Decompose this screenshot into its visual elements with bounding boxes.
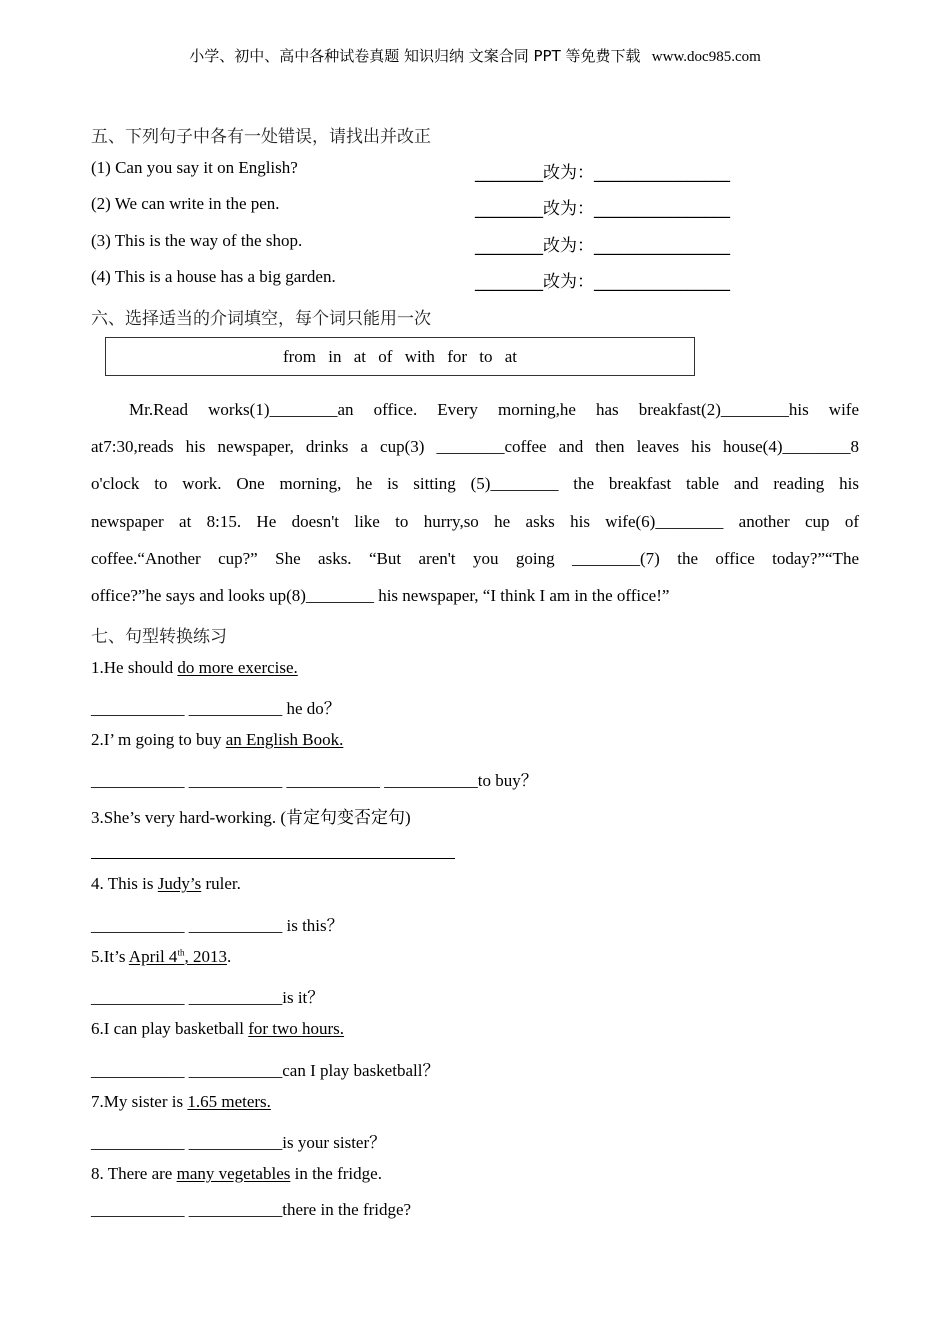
s5-answer-4[interactable]: ________改为：________________ bbox=[475, 272, 730, 292]
word-at-2: at bbox=[504, 347, 518, 366]
s5-question-4: (4) This is a house has a big garden. bbox=[91, 267, 336, 286]
word-in: in bbox=[328, 347, 342, 366]
s5-answer-2[interactable]: ________改为：________________ bbox=[475, 199, 730, 219]
s7-answer-7[interactable]: ___________ ___________is your sister？ bbox=[91, 1133, 387, 1152]
s7-answer-8[interactable]: ___________ ___________there in the fridge? bbox=[91, 1200, 412, 1219]
s7-answer-5[interactable]: ___________ ___________is it？ bbox=[91, 988, 325, 1007]
s5-question-1: (1) Can you say it on English? bbox=[91, 158, 298, 177]
word-to: to bbox=[479, 347, 493, 366]
passage-line-4: newspaper at 8:15. He doesn't like to hurry,so he asks his wife(6)________ another cup of bbox=[91, 512, 859, 531]
s7-question-1: 1.He should do more exercise. bbox=[91, 658, 298, 677]
s7-answer-6[interactable]: ___________ ___________can I play basketball？ bbox=[91, 1061, 440, 1080]
s5-question-2: (2) We can write in the pen. bbox=[91, 194, 280, 213]
s5-answer-3[interactable]: ________改为：________________ bbox=[475, 236, 730, 256]
word-box bbox=[105, 337, 695, 376]
passage-line-6: office?”he says and looks up(8)________ his newspaper, “I think I am in the office!” bbox=[91, 586, 670, 605]
s7-question-6: 6.I can play basketball for two hours. bbox=[91, 1019, 345, 1038]
passage-line-5: coffee.“Another cup?” She asks. “But aren't you going ________(7) the office today?”“The bbox=[91, 549, 859, 568]
s7-answer-2[interactable]: ___________ ___________ ___________ ___________to buy？ bbox=[91, 771, 538, 790]
word-of: of bbox=[378, 347, 393, 366]
s5-question-3: (3) This is the way of the shop. bbox=[91, 231, 303, 250]
section6-title: 六、选择适当的介词填空，每个词只能用一次 bbox=[91, 309, 431, 329]
passage-line-1: Mr.Read works(1)________an office. Every morning,he has breakfast(2)________his wife bbox=[129, 400, 859, 419]
word-for: for bbox=[447, 347, 468, 366]
header-url: www.doc985.com bbox=[651, 49, 761, 65]
s7-question-8: 8. There are many vegetables in the fridge. bbox=[91, 1164, 382, 1183]
s7-question-5: 5.It’s April 4th, 2013. bbox=[91, 947, 232, 966]
s7-question-4: 4. This is Judy’s ruler. bbox=[91, 874, 241, 893]
word-from: from bbox=[282, 347, 317, 366]
word-with: with bbox=[404, 347, 435, 366]
s7-answer-4[interactable]: ___________ ___________ is this？ bbox=[91, 916, 344, 935]
s7-question-3: 3.She’s very hard-working. (肯定句变否定句) bbox=[91, 808, 411, 827]
section7-title: 七、句型转换练习 bbox=[91, 627, 227, 647]
s5-answer-1[interactable]: ________改为：________________ bbox=[475, 163, 730, 183]
section5-title: 五、下列句子中各有一处错误，请找出并改正 bbox=[91, 127, 431, 147]
s7-question-2: 2.I’ m going to buy an English Book. bbox=[91, 730, 344, 749]
passage-line-3: o'clock to work. One morning, he is sitting (5)________ the breakfast table and reading his bbox=[91, 474, 859, 493]
s7-answer-3-line[interactable] bbox=[91, 858, 455, 859]
header-text: 小学、初中、高中各种试卷真题 知识归纳 文案合同 PPT 等免费下载 bbox=[189, 47, 641, 65]
s7-answer-1[interactable]: ___________ ___________ he do？ bbox=[91, 699, 341, 718]
passage-line-2: at7:30,reads his newspaper, drinks a cup(3) ________coffee and then leaves his house(4)________8 bbox=[91, 437, 859, 456]
page-header bbox=[0, 45, 950, 66]
word-at: at bbox=[353, 347, 367, 366]
s7-question-7: 7.My sister is 1.65 meters. bbox=[91, 1092, 271, 1111]
